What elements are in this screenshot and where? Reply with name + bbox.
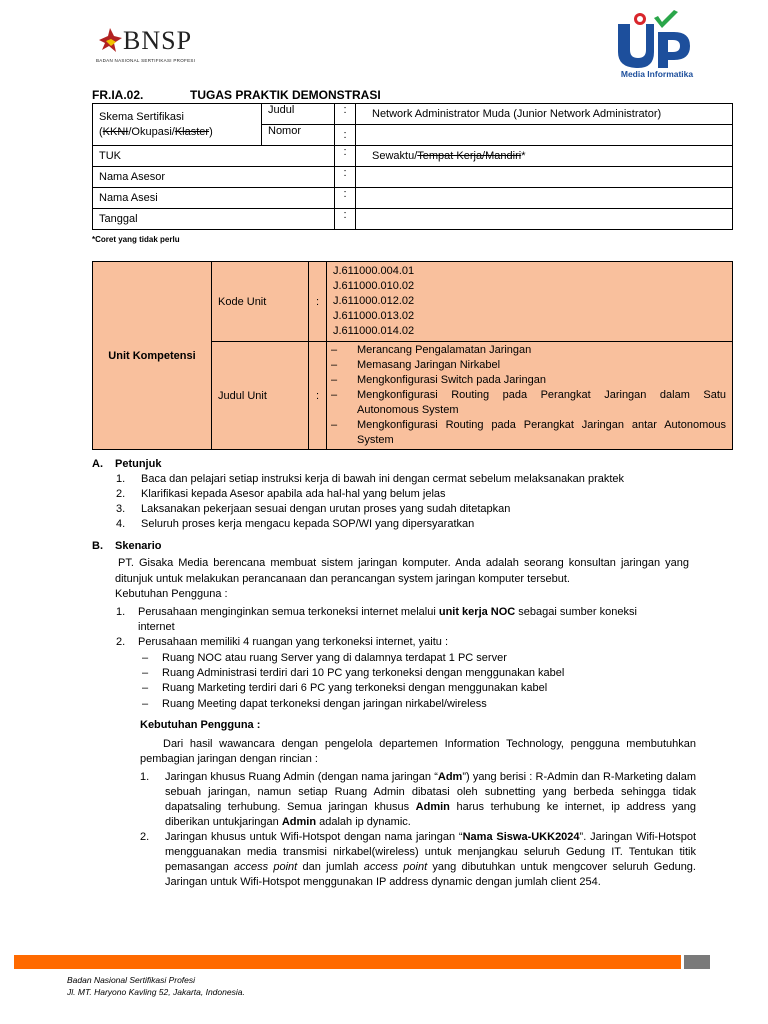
- footer-grey-block: [684, 955, 710, 969]
- judul-unit-list-cell: [327, 342, 733, 450]
- petunjuk-heading: Petunjuk: [115, 458, 162, 470]
- kebutuhan-item-1-b: sebagai sumber koneksi internet: [138, 606, 637, 633]
- footer-orange-bar: [14, 955, 681, 969]
- skenario-intro: PT. Gisaka Media berencana membuat sistem jaringan komputer. Anda adalah seorang konsultan jaringan yang ditunjuk untuk melakukan perancanaan dan perancangan system jaringan komputer tersebut.: [115, 557, 689, 585]
- tuk-label: TUK: [93, 146, 335, 167]
- room-dash: –: [142, 667, 149, 679]
- tanggal-label: Tanggal: [93, 209, 335, 230]
- nomor-value: [356, 125, 733, 146]
- kebutuhan-num-1: 1.: [116, 606, 126, 618]
- skema-strike-klaster: Klaster: [174, 125, 210, 138]
- wawancara-paragraph: Dari hasil wawancara dengan pengelola departemen Information Technology, pengguna membutuhkan pembagian jaringan dengan rincian :: [140, 738, 696, 765]
- tanggal-value: [356, 209, 733, 230]
- judul-unit-item: – Memasang Jaringan Nirkabel: [327, 358, 726, 373]
- unit-table: [92, 261, 733, 450]
- petunjuk-item: Laksanakan pekerjaan sesuai dengan urutan proses yang sudah ditetapkan: [141, 503, 511, 515]
- tuk-colon: :: [335, 146, 356, 167]
- req2-access-point-2: access point: [363, 861, 428, 873]
- room-dash: –: [142, 652, 149, 664]
- judul-label: Judul: [262, 104, 335, 125]
- petunjuk-num-4: 4.: [116, 518, 126, 530]
- req-num-1: 1.: [140, 771, 150, 783]
- skema-label-cell: [93, 104, 262, 146]
- form-code: FR.IA.02.: [92, 88, 144, 102]
- tanggal-colon: :: [335, 209, 356, 230]
- kebutuhan-item-1-bold: unit kerja NOC: [438, 606, 516, 618]
- req1-e: adalah ip dynamic.: [316, 816, 411, 828]
- kebutuhan-item-1-a: Perusahaan menginginkan semua terkoneksi internet melalui: [138, 606, 439, 618]
- kode-unit-item: J.611000.004.01: [333, 265, 415, 277]
- room-item: Ruang Marketing terdiri dari 6 PC yang terkoneksi dengan menggunakan kabel: [162, 682, 548, 694]
- asesor-colon: :: [335, 167, 356, 188]
- req2-e: yang dibutuhkan untuk mengcover seluruh Gedung. Jaringan untuk Wifi-Hotspot menggunakan IP address dynamic dengan jumlah client 254.: [165, 861, 696, 888]
- skema-paren-open: (: [99, 125, 103, 138]
- unit-kompetensi-label: Unit Kompetensi: [93, 262, 212, 450]
- room-dash: –: [142, 698, 149, 710]
- judul-unit-list: [327, 343, 726, 448]
- asesi-label: Nama Asesi: [93, 188, 335, 209]
- kode-unit-label: Kode Unit: [212, 262, 309, 342]
- footer-org-name: Badan Nasional Sertifikasi Profesi: [67, 975, 196, 985]
- req1-d: harus terhubung ke internet, ip address yang diberikan untukjaringan: [165, 801, 696, 828]
- skema-paren-close: ): [209, 125, 213, 138]
- req2-access-point-1: access point: [233, 861, 298, 873]
- info-table: [92, 103, 733, 230]
- req1-a: Jaringan khusus Ruang Admin (dengan nama jaringan “: [165, 771, 438, 783]
- req1-admin-2: Admin: [281, 816, 317, 828]
- petunjuk-letter: A.: [92, 458, 103, 470]
- judul-value: Network Administrator Muda (Junior Network Administrator): [356, 104, 733, 125]
- req1-admin: Admin: [415, 801, 450, 813]
- tuk-asterisk: *: [521, 150, 526, 162]
- skema-okupasi: /Okupasi/: [128, 125, 175, 138]
- room-item: Ruang NOC atau ruang Server yang di dalamnya terdapat 1 PC server: [162, 652, 507, 664]
- asesi-colon: :: [335, 188, 356, 209]
- petunjuk-num-1: 1.: [116, 473, 126, 485]
- req2-d: dan jumlah: [297, 861, 364, 873]
- judul-unit-item: – Mengkonfigurasi Switch pada Jaringan: [327, 373, 726, 388]
- form-title: TUGAS PRAKTIK DEMONSTRASI: [190, 88, 381, 102]
- req2-a: Jaringan khusus untuk Wifi-Hotspot dengan nama jaringan “: [165, 831, 463, 843]
- room-item: Ruang Administrasi terdiri dari 10 PC yang terkoneksi dengan menggunakan kabel: [162, 667, 565, 679]
- kode-unit-item: J.611000.012.02: [333, 295, 415, 307]
- judul-unit-item: – Mengkonfigurasi Routing pada Perangkat Jaringan dalam Satu Autonomous System: [327, 388, 726, 418]
- asesi-value: [356, 188, 733, 209]
- asesor-value: [356, 167, 733, 188]
- kebutuhan2-heading: Kebutuhan Pengguna :: [140, 719, 261, 731]
- kode-unit-item: J.611000.010.02: [333, 280, 415, 292]
- kebutuhan-item-2: Perusahaan memiliki 4 ruangan yang terkoneksi internet, yaitu :: [138, 636, 449, 648]
- petunjuk-item: Baca dan pelajari setiap instruksi kerja di bawah ini dengan cermat sebelum melaksanakan praktek: [141, 473, 625, 485]
- kode-unit-list-cell: [327, 262, 733, 342]
- kebutuhan-num-2: 2.: [116, 636, 126, 648]
- petunjuk-item: Seluruh proses kerja mengacu kepada SOP/WI yang dipersyaratkan: [141, 518, 475, 530]
- kebutuhan-label: Kebutuhan Pengguna :: [115, 588, 228, 600]
- kebutuhan-item-1: [138, 605, 668, 635]
- req-item-1: [165, 770, 696, 830]
- skenario-letter: B.: [92, 540, 103, 552]
- petunjuk-num-2: 2.: [116, 488, 126, 500]
- footer-address: Jl. MT. Haryono Kavling 52, Jakarta, Indonesia.: [67, 987, 245, 997]
- req2-network-name: Nama Siswa-UKK2024: [462, 831, 580, 843]
- tuk-value: [356, 146, 733, 167]
- req-num-2: 2.: [140, 831, 150, 843]
- req2-c: ”. Jaringan Wifi-Hotspot mengguanakan media transmisi nirkabel(wireless) untuk menjangkau seluruh Gedung IT. Tentukan titik pemasangan: [165, 831, 696, 873]
- judul-unit-label: Judul Unit: [212, 342, 309, 450]
- skema-label: Skema Sertifikasi: [99, 110, 184, 123]
- judul-unit-colon: :: [309, 342, 327, 450]
- asesor-label: Nama Asesor: [93, 167, 335, 188]
- bnsp-wordmark: BNSP: [123, 26, 193, 55]
- judul-colon: :: [335, 104, 356, 125]
- strike-note: *Coret yang tidak perlu: [92, 235, 180, 244]
- petunjuk-num-3: 3.: [116, 503, 126, 515]
- skema-strike-kkni: KKNI: [102, 125, 129, 138]
- judul-unit-item: – Mengkonfigurasi Routing pada Perangkat Jaringan antar Autonomous System: [327, 418, 726, 448]
- nomor-colon: :: [335, 125, 356, 146]
- kode-unit-item: J.611000.014.02: [333, 325, 415, 337]
- tuk-sewaktu: Sewaktu/: [372, 150, 418, 162]
- nomor-label: Nomor: [262, 125, 335, 146]
- skenario-heading: Skenario: [115, 540, 162, 552]
- kode-unit-item: J.611000.013.02: [333, 310, 415, 322]
- tuk-strike: Tempat Kerja/Mandiri: [417, 150, 522, 162]
- usp-media-informatika-logo: [614, 10, 704, 70]
- petunjuk-item: Klarifikasi kepada Asesor apabila ada hal-hal yang belum jelas: [141, 488, 446, 500]
- req1-c: ”) yang berisi : R-Admin dan R-Marketing dalam sebuah jaringan, namun setiap Ruang Admin dibatasi oleh subnetting yang berbeda sehingga tidak dapatsaling terhubung. Semua jaringan khusus: [165, 771, 696, 813]
- room-item: Ruang Meeting dapat terkoneksi dengan jaringan nirkabel/wireless: [162, 698, 487, 710]
- kode-unit-list: [327, 264, 732, 339]
- room-dash: –: [142, 682, 149, 694]
- kode-unit-colon: :: [309, 262, 327, 342]
- req-item-2: [165, 830, 696, 890]
- usp-caption: Media Informatika: [620, 69, 694, 79]
- bnsp-subtitle: BADAN NASIONAL SERTIFIKASI PROFESI: [96, 58, 196, 63]
- req1-adm: Adm: [437, 771, 463, 783]
- judul-unit-item: – Merancang Pengalamatan Jaringan: [327, 343, 726, 358]
